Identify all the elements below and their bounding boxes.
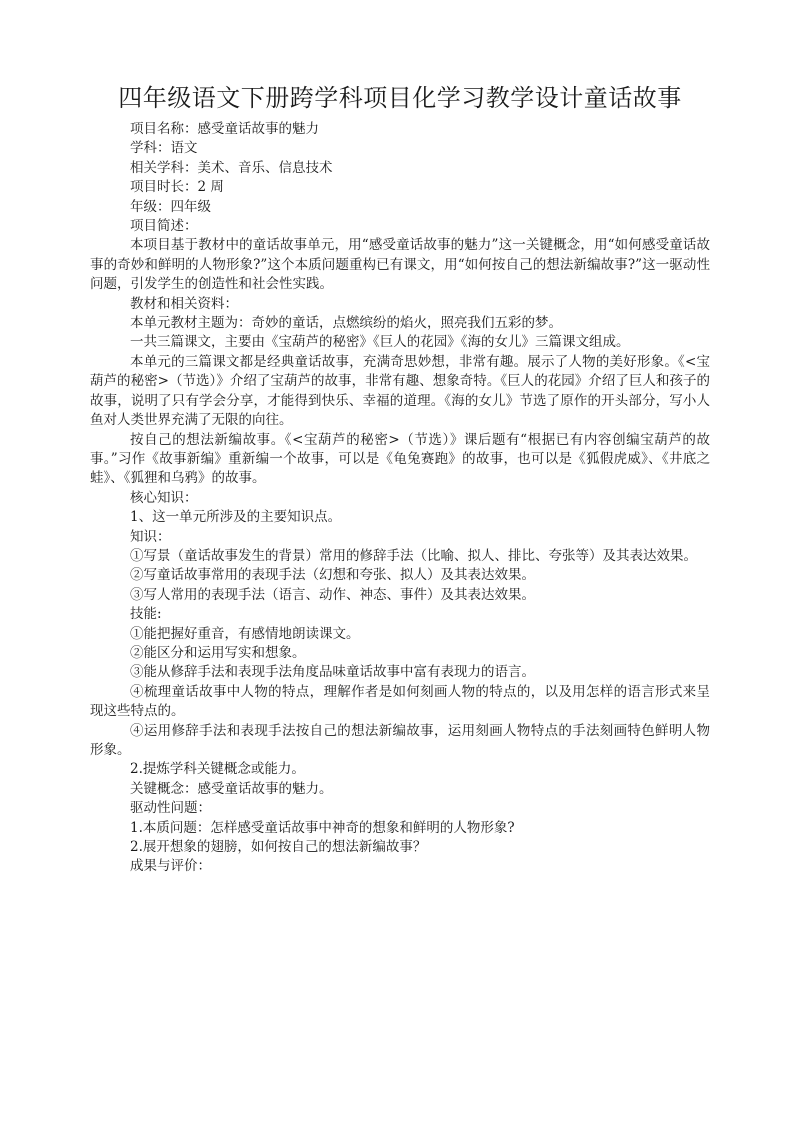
driving-question: 2.展开想象的翅膀，如何按自己的想法新编故事？ bbox=[130, 839, 427, 856]
skills-heading: 技能: bbox=[130, 606, 162, 623]
driving-heading: 驱动性问题： bbox=[130, 800, 211, 817]
related-subjects: 相关学科：美术、音乐、信息技术 bbox=[130, 159, 333, 176]
materials-texts: 一共三篇课文，主要由《宝葫芦的秘密》《巨人的花园》《海的女儿》三篇课文组成。 bbox=[130, 334, 630, 351]
skill-item: ②能区分和运用写实和想象。 bbox=[130, 644, 306, 661]
core-heading: 核心知识： bbox=[130, 489, 198, 506]
materials-heading: 教材和相关资料： bbox=[130, 295, 238, 312]
document-title: 四年级语文下册跨学科项目化学习教学设计童话故事 bbox=[118, 84, 682, 112]
key-concept: 关键概念：感受童话故事的魅力。 bbox=[130, 780, 333, 797]
skill-item: ④运用修辞手法和表现手法按自己的想法新编故事，运用刻画人物特点的手法刻画特色鲜明人物形象。 bbox=[90, 722, 710, 758]
skill-item: ④梳理童话故事中人物的特点，理解作者是如何刻画人物的特点的，以及用怎样的语言形式来呈现这些特点的。 bbox=[90, 683, 710, 720]
brief-heading: 项目简述： bbox=[130, 218, 198, 235]
knowledge-heading: 知识： bbox=[130, 528, 171, 545]
core-point-1: 1、这一单元所涉及的主要知识点。 bbox=[130, 509, 342, 526]
knowledge-item: ①写景（童话故事发生的背景）常用的修辞手法（比喻、拟人、排比、夸张等）及其表达效果。 bbox=[130, 547, 697, 564]
brief-paragraph: 本项目基于教材中的童话故事单元，用“感受童话故事的魅力”这一关键概念，用“如何感受童话故事的奇妙和鲜明的人物形象?”这个本质问题重构已有课文，用“如何按自己的想法新编故事?”这一驱动性问题，引发学生的创造性和社会性实践。 bbox=[90, 237, 710, 293]
knowledge-item: ②写童话故事常用的表现手法（幻想和夸张、拟人）及其表达效果。 bbox=[130, 567, 535, 584]
materials-exercise: 按自己的想法新编故事。《<宝葫芦的秘密>（节选）》课后题有“根据已有内容创编宝葫芦的故事。”习作《故事新编》重新编一个故事，可以是《龟兔赛跑》的故事，也可以是《狐假虎威》、《井底之蛙》、《狐狸和乌鸦》的故事。 bbox=[90, 431, 710, 487]
evaluation-heading: 成果与评价： bbox=[130, 858, 211, 875]
driving-question: 1.本质问题：怎样感受童话故事中神奇的想象和鲜明的人物形象? bbox=[130, 819, 515, 836]
document-body bbox=[90, 120, 710, 877]
duration: 项目时长：2 周 bbox=[130, 179, 224, 196]
subject: 学科：语文 bbox=[130, 140, 198, 157]
core-point-2: 2.提炼学科关键概念或能力。 bbox=[130, 761, 305, 778]
knowledge-item: ③写人常用的表现手法（语言、动作、神态、事件）及其表达效果。 bbox=[130, 586, 535, 603]
grade: 年级：四年级 bbox=[130, 198, 211, 215]
materials-description: 本单元的三篇课文都是经典童话故事，充满奇思妙想，非常有趣。展示了人物的美好形象。《<宝葫芦的秘密>（节选）》介绍了宝葫芦的故事，非常有趣、想象奇特。《巨人的花园》介绍了巨人和孩子的故事，说明了只有学会分享，才能得到快乐、幸福的道理。《海的女儿》节选了原作的开头部分，写小人鱼对人类世界充满了无限的向往。 bbox=[90, 353, 710, 429]
project-name: 项目名称：感受童话故事的魅力 bbox=[130, 121, 319, 137]
skill-item: ③能从修辞手法和表现手法角度品味童话故事中富有表现力的语言。 bbox=[130, 664, 535, 681]
materials-theme: 本单元教材主题为：奇妙的童话，点燃缤纷的焰火，照亮我们五彩的梦。 bbox=[130, 315, 562, 332]
skill-item: ①能把握好重音，有感情地朗读课文。 bbox=[130, 625, 360, 642]
